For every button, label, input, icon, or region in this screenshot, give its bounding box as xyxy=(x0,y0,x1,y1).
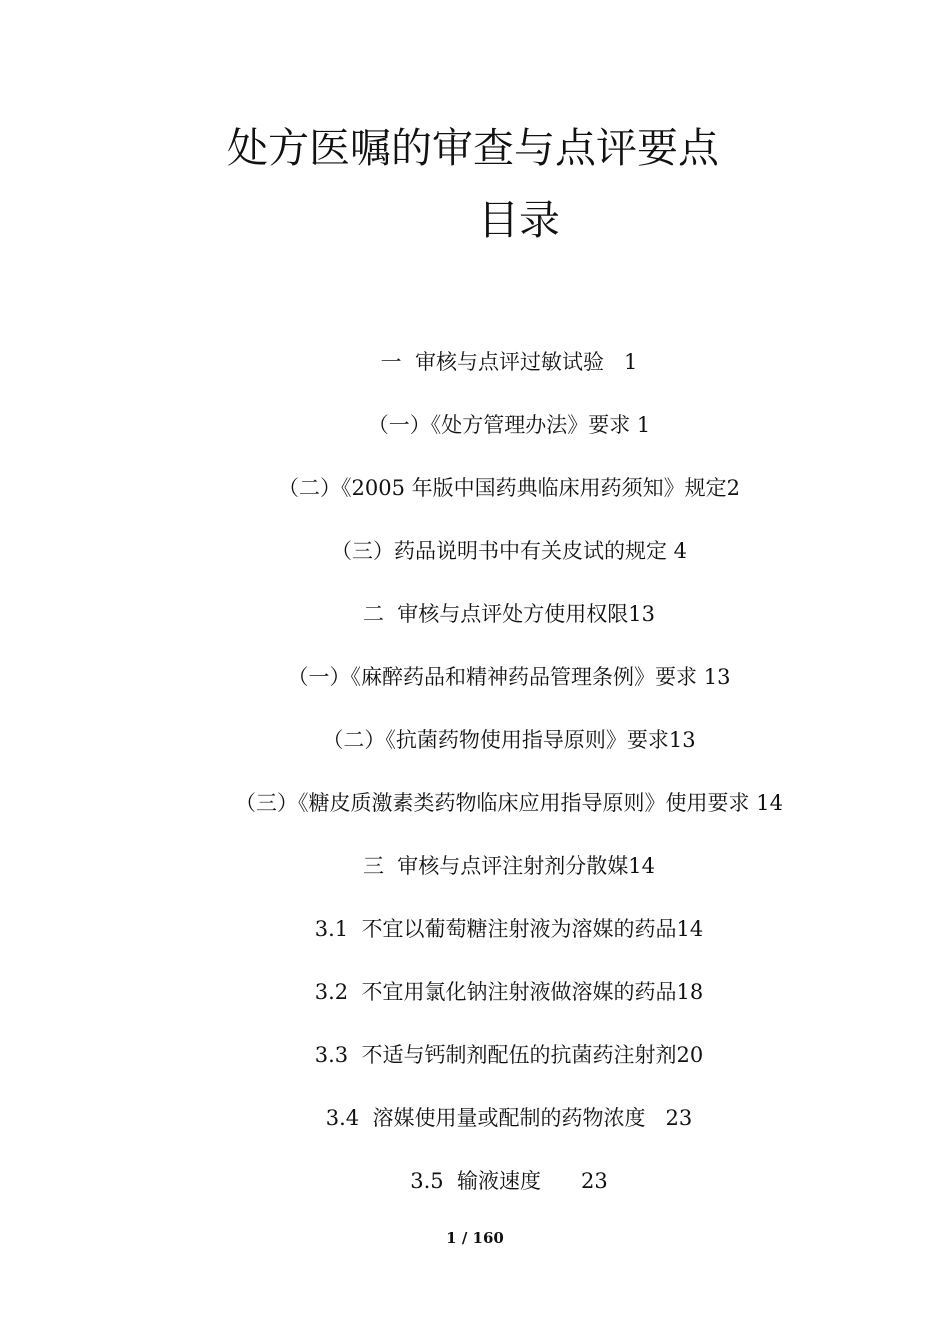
toc-entry[interactable]: （三）《糖皮质激素类药物临床应用指导原则》使用要求 14 xyxy=(235,791,783,815)
page-number: 1 / 160 xyxy=(446,1229,504,1247)
toc-entry[interactable]: （二）《2005 年版中国药典临床用药须知》规定2 xyxy=(278,476,740,500)
toc-entry[interactable]: 二 审核与点评处方使用权限13 xyxy=(362,602,656,626)
document-title: 处方医嘱的审查与点评要点 xyxy=(227,124,719,172)
toc-entry[interactable]: 3.5 输液速度 23 xyxy=(410,1169,608,1193)
toc-entry[interactable]: （三）药品说明书中有关皮试的规定 4 xyxy=(330,539,688,563)
toc-entry[interactable]: 一 审核与点评过敏试验 1 xyxy=(380,350,638,374)
toc-entry[interactable]: 3.2 不宜用氯化钠注射液做溶媒的药品18 xyxy=(314,980,704,1004)
toc-entry[interactable]: （二）《抗菌药物使用指导原则》要求13 xyxy=(322,728,696,752)
toc-entry[interactable]: 三 审核与点评注射剂分散媒14 xyxy=(362,854,656,878)
toc-entry[interactable]: （一）《麻醉药品和精神药品管理条例》要求 13 xyxy=(287,665,731,689)
toc-entry[interactable]: 3.3 不适与钙制剂配伍的抗菌药注射剂20 xyxy=(314,1043,704,1067)
toc-entry[interactable]: （一）《处方管理办法》要求 1 xyxy=(367,413,651,437)
toc-entry[interactable]: 3.4 溶媒使用量或配制的药物浓度 23 xyxy=(325,1106,693,1130)
toc-entry[interactable]: 3.1 不宜以葡萄糖注射液为溶媒的药品14 xyxy=(314,917,704,941)
toc-heading: 目录 xyxy=(478,196,560,244)
